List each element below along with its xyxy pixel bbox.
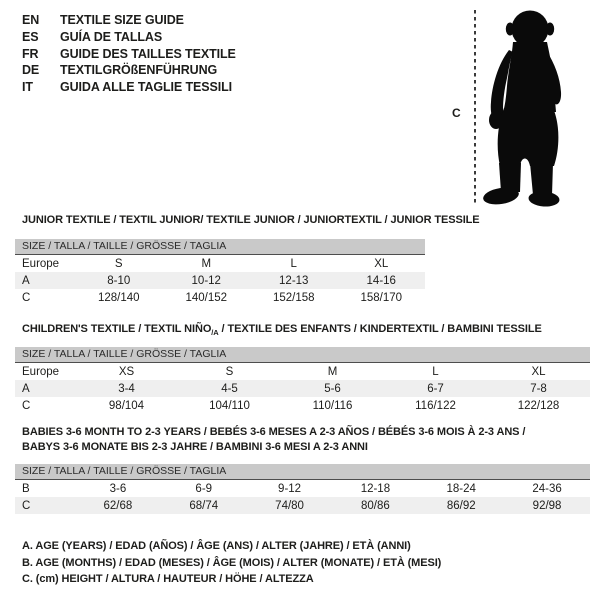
table-cell: L (290, 257, 297, 270)
size-header-bar: SIZE / TALLA / TAILLE / GRÖSSE / TAGLIA (15, 464, 590, 480)
title-text: CHILDREN'S TEXTILE / TEXTIL NIÑO (22, 323, 212, 335)
size-header-bar: SIZE / TALLA / TAILLE / GRÖSSE / TAGLIA (15, 347, 590, 363)
table-row (15, 363, 590, 380)
measure-legend (22, 538, 441, 588)
table-cell: XS (118, 365, 135, 378)
table-title-children (22, 322, 542, 340)
size-header-bar: SIZE / TALLA / TAILLE / GRÖSSE / TAGLIA (15, 239, 425, 255)
lang-row-es (22, 29, 236, 46)
table-cell: M (201, 257, 212, 270)
row-label: Europe (22, 257, 60, 270)
lang-code: IT (22, 80, 33, 95)
lang-code: EN (22, 13, 40, 27)
table-cell: 18-24 (446, 482, 476, 495)
lang-code: DE (22, 63, 40, 78)
table-cell: 9-12 (278, 482, 302, 495)
lang-label: TEXTILE SIZE GUIDE (60, 13, 184, 27)
height-measure-dashed-line (474, 10, 476, 206)
table-cell: 68/74 (189, 499, 219, 512)
table-row (15, 480, 590, 497)
table-title-babies (22, 425, 525, 455)
table-cell: 10-12 (191, 274, 221, 287)
lang-code: FR (22, 46, 39, 61)
title-text-line2: BABYS 3-6 MONATE BIS 2-3 JAHRE / BAMBINI 3-6 MESI A 2-3 ANNI (22, 441, 368, 453)
table-cell: 12-13 (279, 274, 309, 287)
table-cell: 62/68 (103, 499, 133, 512)
table-cell: L (432, 365, 439, 378)
table-cell: 116/122 (415, 399, 456, 412)
table-cell: 158/170 (360, 291, 403, 304)
table-row (15, 497, 590, 514)
lang-row-it (22, 79, 236, 96)
lang-row-en (22, 12, 236, 29)
junior-size-table (15, 239, 425, 306)
table-cell: 98/104 (108, 399, 145, 412)
legend-line-b: B. AGE (MONTHS) / EDAD (MESES) / ÂGE (MOIS) / ALTER (MONATE) / ETÀ (MESI) (22, 556, 442, 569)
row-label: A (22, 382, 30, 395)
table-cell: 110/116 (312, 399, 353, 412)
row-label: B (22, 482, 30, 495)
table-cell: 122/128 (517, 399, 560, 412)
lang-label: GUIDE DES TAILLES TEXTILE (60, 46, 236, 61)
babies-size-table (15, 464, 590, 514)
table-cell: 4-5 (221, 382, 238, 395)
table-cell: 152/158 (272, 291, 315, 304)
table-cell: 140/152 (185, 291, 228, 304)
table-row (15, 397, 590, 414)
title-text: JUNIOR TEXTILE / TEXTIL JUNIOR/ TEXTILE JUNIOR / JUNIORTEXTIL / JUNIOR TESSILE (22, 214, 480, 226)
table-cell: 3-4 (118, 382, 135, 395)
table-cell: S (114, 257, 123, 270)
lang-label: GUIDA ALLE TAGLIE TESSILI (60, 80, 233, 95)
table-cell: 92/98 (532, 499, 562, 512)
row-label: Europe (22, 365, 60, 378)
lang-row-de (22, 62, 236, 79)
row-label: C (22, 499, 31, 512)
row-label: C (22, 291, 31, 304)
children-size-table (15, 347, 590, 414)
table-cell: 6-9 (195, 482, 213, 495)
table-row (15, 255, 425, 272)
table-cell: 86/92 (446, 499, 476, 512)
language-title-list (22, 12, 236, 96)
table-cell: S (225, 365, 234, 378)
lang-label: TEXTILGRÖßENFÜHRUNG (60, 63, 218, 78)
title-text: / TEXTILE DES ENFANTS / KINDERTEXTIL / BAMBINI TESSILE (218, 323, 542, 335)
lang-code: ES (22, 29, 39, 44)
baby-silhouette-icon (483, 8, 576, 208)
table-cell: 80/86 (361, 499, 390, 512)
table-cell: M (327, 365, 338, 378)
title-text-line1: BABIES 3-6 MONTH TO 2-3 YEARS / BEBÉS 3-6 MESES A 2-3 AÑOS / BÉBÉS 3-6 MOIS À 2-3 ANS / (22, 426, 526, 438)
table-cell: 12-18 (360, 482, 391, 495)
lang-label: GUÍA DE TALLAS (60, 29, 163, 44)
table-row (15, 289, 425, 306)
table-cell: 24-36 (532, 482, 562, 495)
table-cell: XL (531, 365, 546, 378)
table-cell: 104/110 (209, 399, 250, 412)
legend-line-a: A. AGE (YEARS) / EDAD (AÑOS) / ÂGE (ANS) / ALTER (JAHRE) / ETÀ (ANNI) (22, 540, 411, 552)
row-label: C (22, 399, 31, 412)
title-subscript: /A (211, 328, 219, 338)
table-cell: 7-8 (530, 382, 547, 395)
table-cell: 5-6 (324, 382, 341, 395)
table-row (15, 380, 590, 397)
table-row (15, 272, 425, 289)
height-marker-label: C (452, 106, 461, 120)
table-cell: XL (374, 257, 389, 270)
table-title-junior (22, 213, 480, 231)
table-cell: 3-6 (109, 482, 127, 495)
table-cell: 128/140 (97, 291, 140, 304)
row-label: A (22, 274, 30, 287)
table-cell: 8-10 (107, 274, 131, 287)
table-cell: 14-16 (366, 274, 396, 287)
table-cell: 6-7 (427, 382, 444, 395)
legend-line-c: C. (cm) HEIGHT / ALTURA / HAUTEUR / HÖHE / ALTEZZA (22, 573, 314, 585)
table-cell: 74/80 (275, 499, 304, 512)
lang-row-fr (22, 46, 236, 63)
